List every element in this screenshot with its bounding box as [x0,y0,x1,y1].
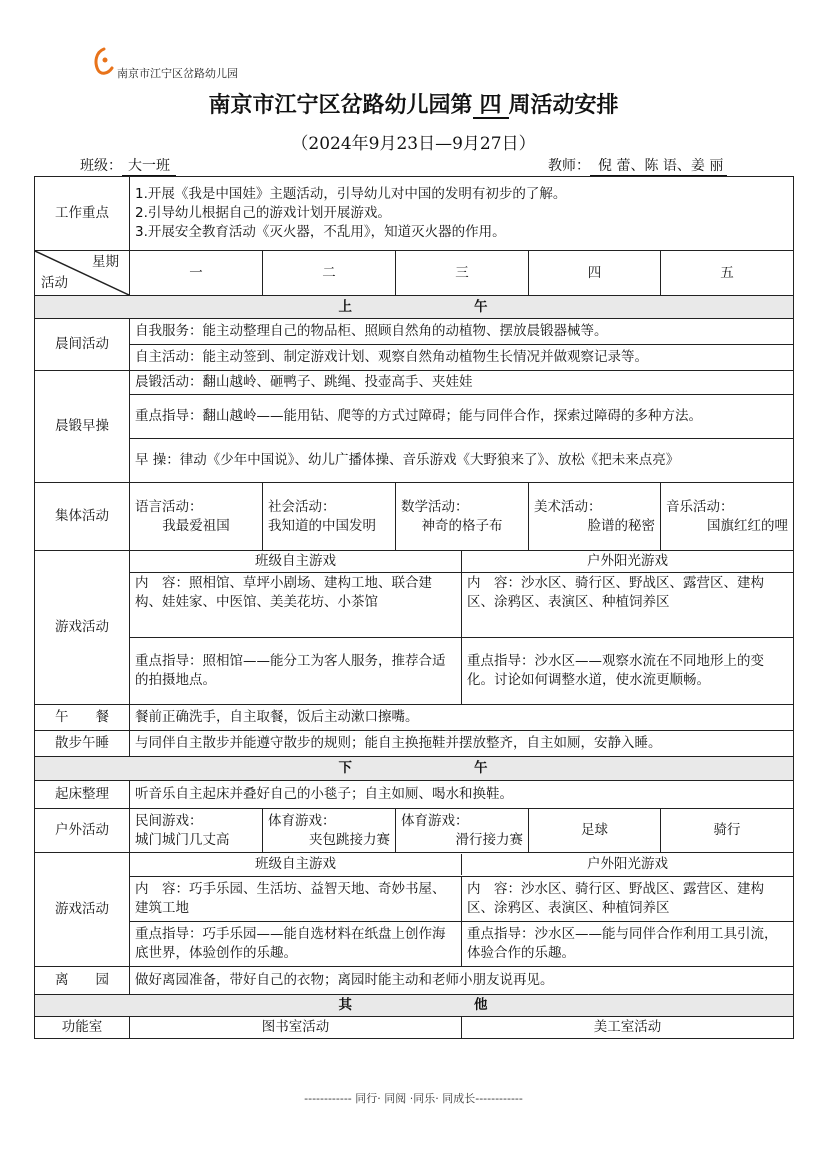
activity-type: 社会活动： [268,498,336,515]
morning-section-row [35,296,794,319]
activity-name: 脸谱的秘密 [587,517,655,534]
weekday-header-row [35,251,794,296]
morning-section-header [35,296,794,319]
outdoor-cell [263,809,396,853]
pm-game-row [35,853,794,877]
outdoor-game-title: 户外阳光游戏 [587,856,669,872]
outdoor-cell [130,809,263,853]
focus-row [35,177,794,251]
game-titles-cell [130,551,794,573]
pm-game-content-cell [130,877,794,922]
day-thursday: 四 [529,251,661,296]
pm-game-row [35,922,794,967]
activity-name: 滑行接力赛 [455,831,523,848]
art-room-activity: 美工室活动 [593,1019,662,1035]
teacher-names: 倪 蕾、陈 语、姜 丽 [590,155,727,176]
class-game-content: 内 容：巧手乐园、生活坊、益智天地、奇妙书屋、建筑工地 [130,877,462,921]
activity-type: 美术活动： [534,498,602,515]
group-activity-row [35,483,794,551]
activity-type: 数学活动： [401,498,469,515]
activity-name: 我知道的中国发明 [268,517,376,534]
class-label: 班级： [80,158,122,174]
title-prefix: 南京市江宁区岔路幼儿园第 [208,92,473,118]
outdoor-label: 户外活动 [35,809,130,853]
section-char: 他 [474,997,490,1013]
nap-row [35,731,794,757]
group-activity-cell [661,483,794,551]
corner-weekday-label: 星期 [92,254,119,270]
afternoon-section-row [35,757,794,781]
activity-name: 城门城门几丈高 [135,831,230,848]
game-guidance-cell [130,638,794,705]
day-tuesday: 二 [263,251,396,296]
section-char: 午 [474,298,490,315]
outdoor-row [35,809,794,853]
class-game-guidance: 重点指导：巧手乐园——能自选材料在纸盘上创作海底世界，体验创作的乐趣。 [130,922,462,966]
wake-text: 听音乐自主起床并叠好自己的小毯子；自主如厕、喝水和换鞋。 [130,781,794,809]
function-room-label: 功能室 [35,1017,130,1039]
exercise-row [35,439,794,483]
weekday-corner-cell [35,251,130,296]
section-char: 下 [338,760,355,776]
focus-item: 2.引导幼儿根据自己的游戏计划开展游戏。 [135,205,391,221]
morning-exercise-text: 早 操：律动《少年中国说》、幼儿广播体操、音乐游戏《大野狼来了》、放松《把未来点亮》 [130,439,794,483]
group-activity-cell [396,483,529,551]
function-room-cell [130,1017,794,1039]
self-service-text: 自我服务：能主动整理自己的物品柜、照顾自然角的动植物、摆放晨锻器械等。 [130,319,794,345]
class-name: 大一班 [122,155,176,176]
weekly-plan-table [34,176,794,1039]
exercise-row [35,395,794,439]
other-section-row [35,995,794,1017]
teacher-label: 教师： [548,158,590,174]
activity-name: 夹包跳接力赛 [309,831,390,848]
wake-row [35,781,794,809]
other-section-header [35,995,794,1017]
afternoon-section-header [35,757,794,781]
outdoor-game-guidance: 重点指导：沙水区——能与同伴合作利用工具引流，体验合作的乐趣。 [467,926,778,961]
autonomy-text: 自主活动：能主动签到、制定游戏计划、观察自然角动植物生长情况并做观察记录等。 [130,345,794,371]
function-room-row [35,1017,794,1039]
school-name-small: 南京市江宁区岔路幼儿园 [117,67,238,80]
activity-name: 我最爱祖国 [162,517,230,534]
pm-game-row [35,877,794,922]
title-suffix: 周活动安排 [508,92,619,118]
section-char: 其 [338,997,355,1013]
game-row [35,551,794,573]
exercise-row [35,371,794,395]
section-char: 上 [338,298,355,315]
group-activity-label: 集体活动 [35,483,130,551]
focus-item: 3.开展安全教育活动《灭火器，不乱用》，知道灭火器的作用。 [135,224,506,240]
class-info [80,155,176,176]
pm-game-titles-cell [130,853,794,877]
leave-text: 做好离园准备，带好自己的衣物；离园时能主动和老师小朋友说再见。 [130,967,794,995]
wake-label: 起床整理 [35,781,130,809]
teacher-info [548,155,727,176]
activity-name: 国旗红红的哩 [707,517,789,534]
exercise-label: 晨锻早操 [35,371,130,483]
game-row [35,573,794,638]
day-monday: 一 [130,251,263,296]
school-logo-icon [92,46,114,76]
game-content-cell [130,573,794,638]
outdoor-cell: 足球 [529,809,661,853]
class-game-title: 班级自主游戏 [130,854,462,875]
outdoor-game-title: 户外阳光游戏 [587,553,669,569]
game-row [35,638,794,705]
game-label: 游戏活动 [35,551,130,705]
outdoor-cell: 骑行 [661,809,794,853]
exercise-activity-text: 晨锻活动：翻山越岭、砸鸭子、跳绳、投壶高手、夹娃娃 [130,371,794,395]
group-activity-cell [130,483,263,551]
group-activity-cell [263,483,396,551]
week-number: 四 [473,93,509,119]
corner-activity-label: 活动 [41,275,68,291]
section-char: 午 [474,760,490,776]
nap-text: 与同伴自主散步并能遵守散步的规则；能自主换拖鞋并摆放整齐，自主如厕，安静入睡。 [130,731,794,757]
outdoor-cell [396,809,529,853]
activity-type: 民间游戏： [135,812,203,829]
class-game-content: 内 容：照相馆、草坪小剧场、建构工地、联合建构、娃娃家、中医馆、美美花坊、小茶馆 [130,573,462,637]
morning-activity-row [35,345,794,371]
activity-name: 神奇的格子布 [421,517,503,534]
pm-game-guidance-cell [130,922,794,967]
date-range: （2024年9月23日—9月27日） [291,134,536,154]
day-wednesday: 三 [396,251,529,296]
activity-type: 语言活动： [135,498,203,515]
activity-type: 体育游戏： [401,812,469,829]
morning-activity-row [35,319,794,345]
activity-type: 体育游戏： [268,812,336,829]
lunch-text: 餐前正确洗手，自主取餐，饭后主动漱口擦嘴。 [130,705,794,731]
leave-row [35,967,794,995]
lunch-row [35,705,794,731]
page-title [0,88,827,119]
day-friday: 五 [661,251,794,296]
outdoor-game-content: 内 容：沙水区、骑行区、野战区、露营区、建构区、涂鸦区、表演区、种植饲养区 [467,575,765,610]
class-game-guidance: 重点指导：照相馆——能分工为客人服务，推荐合适的拍摄地点。 [130,638,462,704]
footer-slogan: ------------ 同行· 同阅 ·同乐· 同成长------------ [304,1092,523,1105]
group-activity-cell [529,483,661,551]
outdoor-game-content: 内 容：沙水区、骑行区、野战区、露营区、建构区、涂鸦区、表演区、种植饲养区 [467,881,765,916]
morning-activity-label: 晨间活动 [35,319,130,371]
focus-content [130,177,794,251]
activity-type: 音乐活动： [666,498,734,515]
class-game-title: 班级自主游戏 [130,551,462,572]
pm-game-label: 游戏活动 [35,853,130,967]
lunch-label: 午 餐 [35,705,130,731]
leave-label: 离 园 [35,967,130,995]
exercise-guidance-text: 重点指导：翻山越岭——能用钻、爬等的方式过障碍；能与同伴合作，探索过障碍的多种方法。 [130,395,794,439]
nap-label: 散步午睡 [35,731,130,757]
focus-label: 工作重点 [35,177,130,251]
outdoor-game-guidance: 重点指导：沙水区——观察水流在不同地形上的变化。讨论如何调整水道，使水流更顺畅。 [467,653,765,688]
focus-item: 1.开展《我是中国娃》主题活动，引导幼儿对中国的发明有初步的了解。 [135,186,567,202]
library-activity: 图书室活动 [130,1017,462,1038]
